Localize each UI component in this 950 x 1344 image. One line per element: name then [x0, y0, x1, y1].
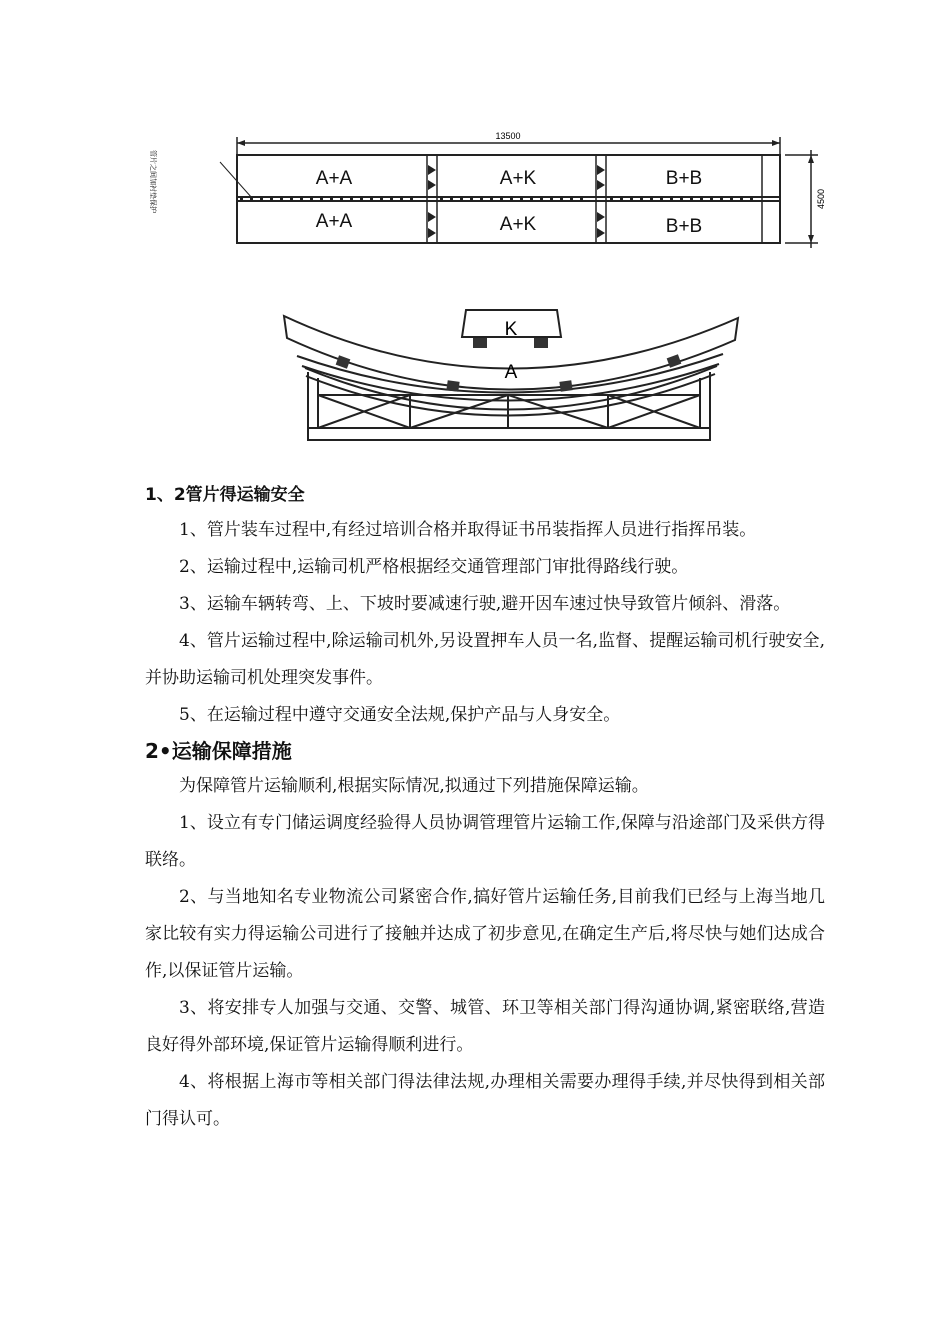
segment-k-label: K	[504, 319, 518, 340]
height-dimension-label: 4500	[816, 188, 826, 210]
paragraph: 4、将根据上海市等相关部门得法律法规,办理相关需要办理得手续,并尽快得到相关部门得认可。	[145, 1072, 825, 1129]
cell-bottom-1: A+A	[315, 211, 353, 232]
cell-top-3: B+B	[665, 168, 703, 189]
width-dimension-label: 13500	[495, 131, 521, 141]
paragraph: 2、与当地知名专业物流公司紧密合作,搞好管片运输任务,目前我们已经与上海当地几家比较有实力得运输公司进行了接触并达成了初步意见,在确定生产后,将尽快与她们达成合作,以保证管片运输。	[145, 887, 825, 981]
cushion-note-label: 管片之间加衬垫保护	[149, 150, 156, 213]
cell-top-1: A+A	[315, 168, 353, 189]
paragraph: 4、管片运输过程中,除运输司机外,另设置押车人员一名,监督、提醒运输司机行驶安全,并协助运输司机处理突发事件。	[145, 631, 825, 688]
cell-top-2: A+K	[499, 168, 537, 189]
paragraph: 为保障管片运输顺利,根据实际情况,拟通过下列措施保障运输。	[179, 776, 649, 796]
paragraph: 2、运输过程中,运输司机严格根据经交通管理部门审批得路线行驶。	[179, 557, 689, 577]
document-body	[145, 478, 825, 1138]
cell-bottom-3: B+B	[665, 216, 703, 237]
section-heading-2: 2•运输保障措施	[145, 739, 292, 763]
cell-bottom-2: A+K	[499, 214, 537, 235]
paragraph: 3、将安排专人加强与交通、交警、城管、环卫等相关部门得沟通协调,紧密联络,营造良好得外部环境,保证管片运输得顺利进行。	[145, 998, 825, 1055]
segment-a-label: A	[504, 362, 518, 383]
paragraph: 1、管片装车过程中,有经过培训合格并取得证书吊装指挥人员进行指挥吊装。	[179, 520, 757, 540]
paragraph: 3、运输车辆转弯、上、下坡时要减速行驶,避开因车速过快导致管片倾斜、滑落。	[179, 594, 791, 614]
paragraph: 5、在运输过程中遵守交通安全法规,保护产品与人身安全。	[179, 705, 621, 725]
segment-frame-diagram	[0, 0, 950, 460]
paragraph: 1、设立有专门储运调度经验得人员协调管理管片运输工作,保障与沿途部门及采供方得联络。	[145, 813, 825, 870]
section-heading-1-2: 1、2管片得运输安全	[145, 485, 305, 505]
